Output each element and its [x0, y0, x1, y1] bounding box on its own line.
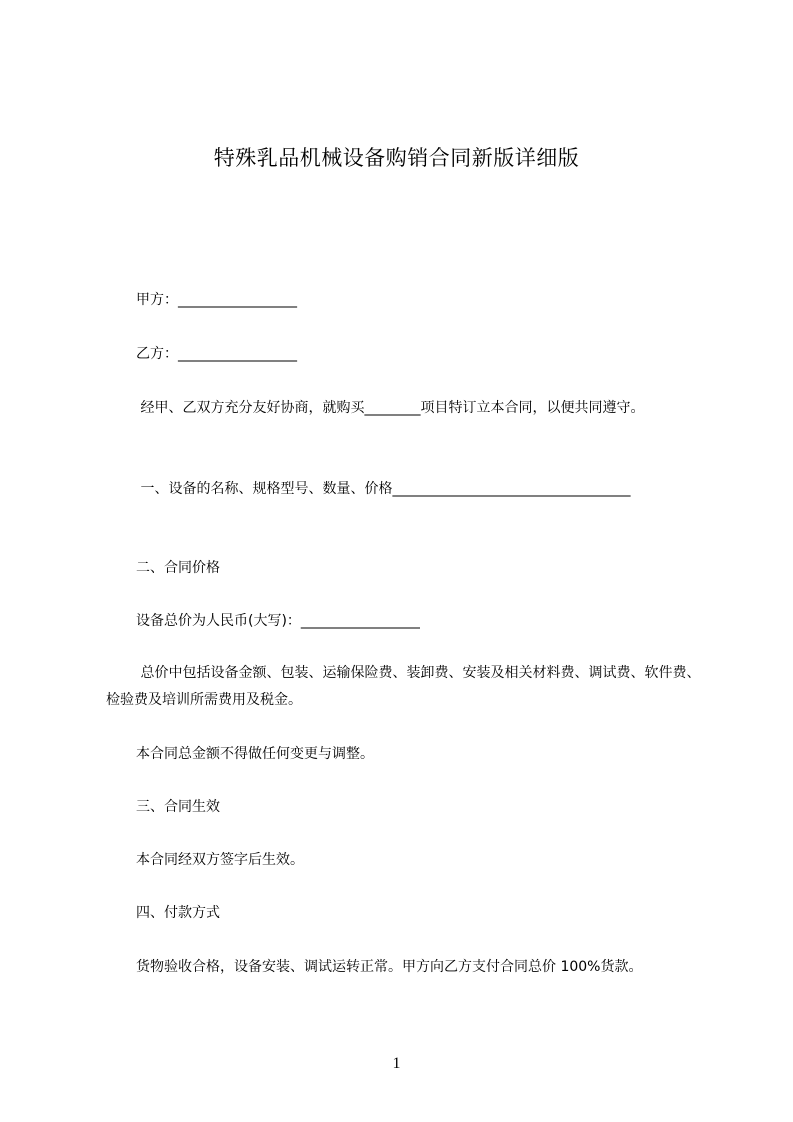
- no-change-line: 本合同总金额不得做任何变更与调整。: [136, 746, 374, 762]
- section-2-heading: 二、合同价格: [136, 560, 220, 576]
- section-4-heading: 四、付款方式: [136, 905, 220, 921]
- total-price-line: 设备总价为人民币(大写)：_________________: [136, 613, 420, 629]
- section-1-heading: 一、设备的名称、规格型号、数量、价格__________________________________: [136, 481, 631, 497]
- page-number: 1: [392, 1055, 401, 1072]
- intro-paragraph: 经甲、乙双方充分友好协商，就购买________项目特订立本合同，以便共同遵守。: [136, 400, 645, 416]
- party-b-line: 乙方：_________________: [136, 346, 297, 362]
- document-title: 特殊乳品机械设备购销合同新版详细版: [213, 146, 580, 170]
- party-a-line: 甲方：_________________: [136, 292, 297, 308]
- section-3-heading: 三、合同生效: [136, 799, 220, 815]
- payment-line: 货物验收合格，设备安装、调试运转正常。甲方向乙方支付合同总价 100%货款。: [136, 959, 643, 975]
- effective-line: 本合同经双方签字后生效。: [136, 852, 304, 868]
- price-includes-paragraph: 总价中包括设备金额、包装、运输保险费、装卸费、安装及相关材料费、调试费、软件费、检验费及培训所需费用及税金。: [106, 665, 701, 708]
